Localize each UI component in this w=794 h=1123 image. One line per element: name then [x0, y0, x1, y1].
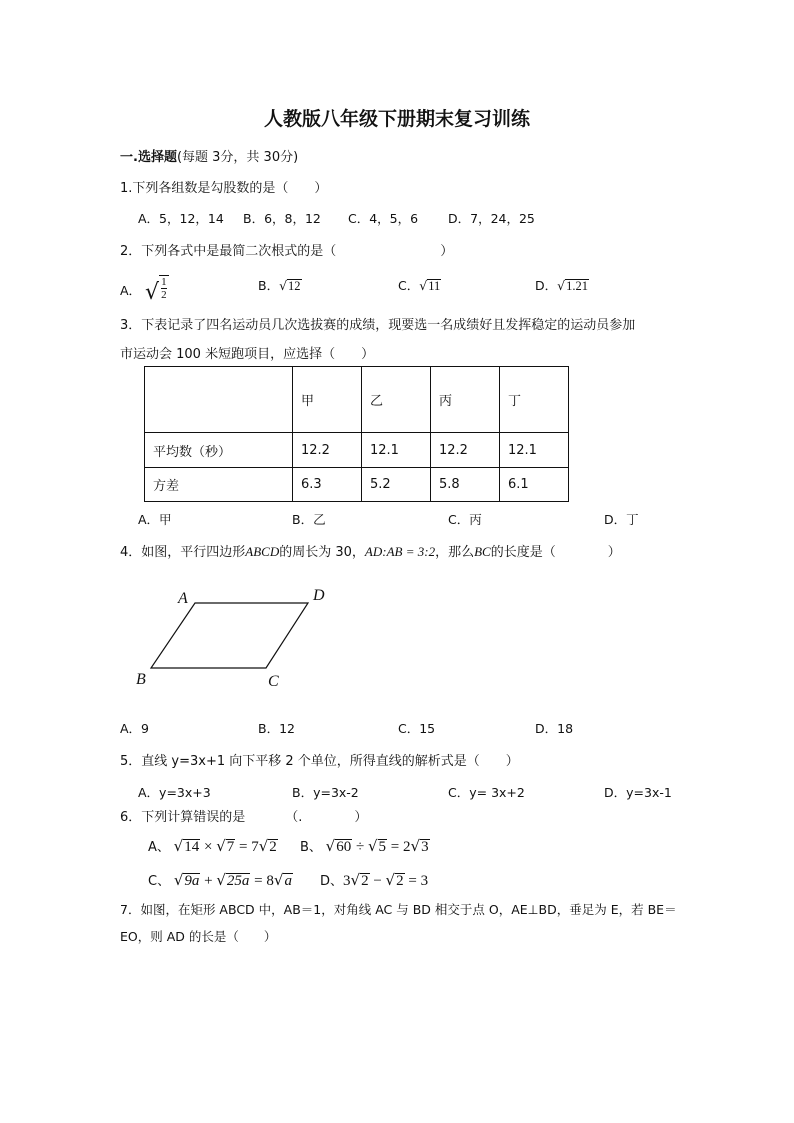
radical-sign: √	[419, 278, 428, 293]
table-cell: 12.1	[362, 433, 431, 468]
table-header-cell: 甲	[293, 367, 362, 433]
radicand: 2	[269, 839, 277, 855]
q5-stem: 5．直线 y=3x+1 向下平移 2 个单位，所得直线的解析式是（ ）	[120, 754, 519, 769]
minus-sign: −	[373, 873, 382, 889]
radical-sign: √	[410, 837, 421, 855]
radicand: a	[284, 873, 292, 889]
radical-sign: √	[385, 871, 396, 889]
radical-sign: √	[258, 837, 269, 855]
equals-sign: =	[254, 873, 263, 889]
coefficient: 8	[266, 873, 274, 889]
q5-option-d: D．y=3x-1	[604, 785, 672, 800]
radical-sign: √	[279, 278, 288, 293]
q6-stem-bracket: （. ）	[285, 810, 368, 825]
table-header-cell: 丁	[500, 367, 569, 433]
q4-stem-mid: 的周长为 30，	[279, 545, 365, 560]
radical-sign: √	[145, 280, 160, 305]
plus-sign: +	[204, 873, 213, 889]
q6-option-d	[320, 870, 428, 890]
table-cell: 6.1	[500, 468, 569, 502]
radical-sign: √	[173, 871, 184, 889]
q4-option-b: B．12	[258, 721, 295, 736]
q3-option-b: B．乙	[292, 512, 326, 527]
table-cell: 6.3	[293, 468, 362, 502]
q4-stem-bc: BC	[474, 544, 491, 559]
radical-sign: √	[350, 871, 361, 889]
q3-stem-line1: 3．下表记录了四名运动员几次选拔赛的成绩，现要选一名成绩好且发挥稳定的运动员参加	[120, 318, 636, 333]
radicand: 2	[396, 873, 404, 889]
q7-stem-line1: 7．如图，在矩形 ABCD 中，AB＝1，对角线 AC 与 BD 相交于点 O，AE⊥BD，垂足为 E，若 BE＝	[120, 902, 677, 917]
q3-option-d: D．丁	[604, 512, 639, 527]
q1-option-c: C．4，5，6	[348, 211, 419, 226]
radical-sign: √	[216, 837, 226, 855]
radical-sign: √	[216, 871, 226, 889]
coefficient: 7	[251, 839, 259, 855]
q4-option-c: C．15	[398, 721, 436, 736]
q6-label-a: A、	[148, 840, 170, 855]
figure-label-b: B	[136, 671, 146, 688]
table-cell: 5.8	[431, 468, 500, 502]
q2-stem: 2．下列各式中是最简二次根式的是（ ）	[120, 244, 454, 259]
times-sign: ×	[203, 839, 213, 855]
table-cell: 12.1	[500, 433, 569, 468]
q6-stem	[120, 806, 367, 825]
q3-option-c: C．丙	[448, 512, 482, 527]
q1-option-d: D．7，24，25	[448, 211, 535, 226]
q6-stem-text: 6．下列计算错误的是	[120, 810, 246, 825]
coefficient: 2	[403, 839, 411, 855]
coefficient: 3	[343, 873, 351, 889]
q1-option-a: A．5，12，14	[138, 211, 224, 226]
radicand: 3	[421, 839, 429, 855]
equals-sign: =	[408, 873, 417, 889]
q6-label-d: D、	[320, 874, 344, 889]
q2-label-b: B．	[258, 278, 280, 293]
divide-sign: ÷	[355, 839, 365, 855]
radicand: 2	[361, 873, 369, 889]
q6-option-b	[300, 836, 430, 856]
q3-stem-line2: 市运动会 100 米短跑项目，应选择（ ）	[120, 347, 375, 362]
table-cell: 12.2	[431, 433, 500, 468]
radicand: 7	[226, 839, 235, 855]
q6-option-a	[148, 836, 278, 856]
figure-label-c: C	[268, 673, 279, 690]
q4-option-a: A．9	[120, 721, 150, 736]
section-label: 一.选择题	[120, 150, 177, 165]
q4-stem-post: ，那么	[435, 545, 475, 560]
q3-option-a: A．甲	[138, 512, 172, 527]
q4-stem-ratio: AD:AB = 3:2	[364, 544, 436, 559]
section-note: (每题 3分，共 30分)	[176, 150, 299, 165]
radicand: 1.21	[566, 279, 588, 293]
q1-stem: 1.下列各组数是勾股数的是（ ）	[120, 181, 328, 196]
radicand: 12	[288, 279, 301, 293]
q5-option-c: C．y= 3x+2	[448, 785, 525, 800]
table-cell: 5.2	[362, 468, 431, 502]
q5-option-a: A．y=3x+3	[138, 785, 211, 800]
fraction-denominator: 2	[161, 288, 167, 301]
radical-sign: √	[557, 278, 566, 293]
table-header-cell: 丙	[431, 367, 500, 433]
q4-stem-end: 的长度是（ ）	[490, 545, 621, 560]
q5-option-b: B．y=3x-2	[292, 785, 359, 800]
radical-sign: √	[173, 837, 184, 855]
q7-stem-line2: EO，则 AD 的长是（ ）	[120, 929, 277, 944]
q1-option-b: B．6，8，12	[243, 211, 321, 226]
radical-sign: √	[367, 837, 378, 855]
radicand: 14	[184, 839, 200, 855]
q6-label-b: B、	[300, 840, 322, 855]
result: 3	[420, 873, 429, 889]
table-cell: 平均数（秒）	[145, 433, 293, 468]
radical-sign: √	[273, 871, 284, 889]
parallelogram-shape	[151, 603, 308, 668]
figure-label-a: A	[178, 590, 188, 607]
page-title: 人教版八年级下册期末复习训练	[263, 108, 530, 130]
q2-label-c: C．	[398, 278, 420, 293]
equals-sign: =	[390, 839, 400, 855]
equals-sign: =	[239, 839, 248, 855]
q4-stem-pre: 4．如图，平行四边形	[120, 545, 246, 560]
radicand: 25a	[226, 873, 250, 889]
q4-option-d: D．18	[535, 721, 574, 736]
fraction-numerator: 1	[161, 275, 167, 288]
q4-stem-abcd: ABCD	[245, 544, 280, 559]
radicand: 5	[378, 839, 387, 855]
radicand: 9a	[184, 873, 200, 889]
figure-label-d: D	[313, 587, 325, 604]
table-cell: 方差	[145, 468, 293, 502]
q2-label-d: D．	[535, 278, 558, 293]
table-cell: 12.2	[293, 433, 362, 468]
radicand: 11	[428, 279, 441, 293]
radicand: 60	[336, 839, 352, 855]
q2-label-a: A．	[120, 283, 142, 298]
radical-sign: √	[325, 837, 336, 855]
q6-label-c: C、	[148, 874, 171, 889]
table-header-cell: 乙	[362, 367, 431, 433]
q6-option-c	[148, 870, 293, 890]
